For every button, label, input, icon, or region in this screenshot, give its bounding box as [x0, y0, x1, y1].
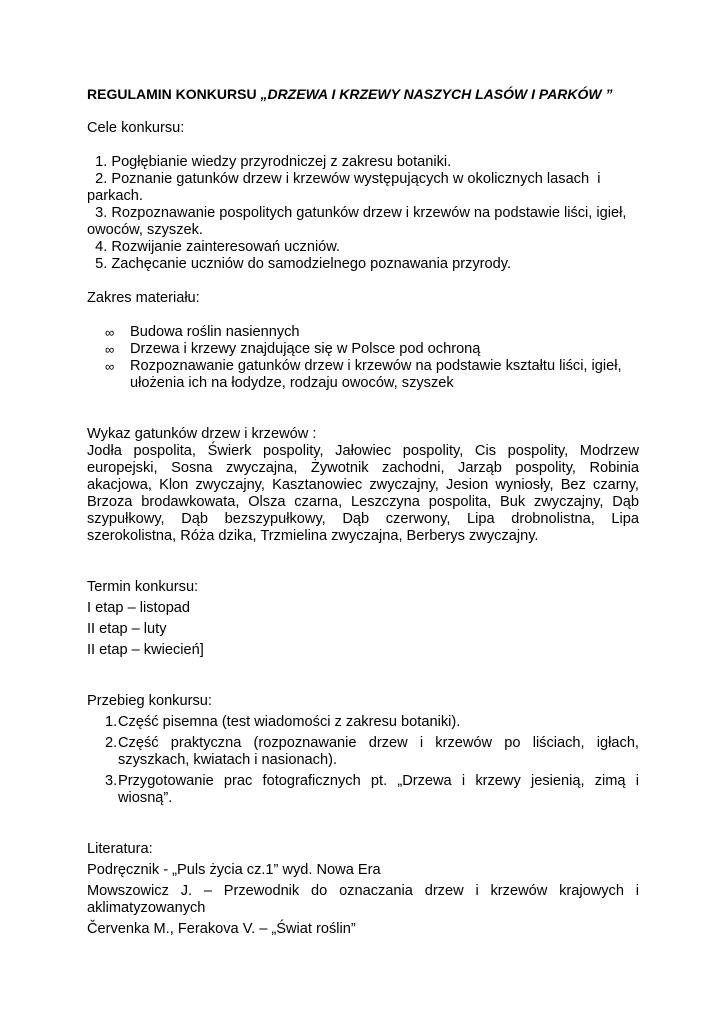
course-list — [87, 714, 639, 807]
goal-item: 1. Pogłębianie wiedzy przyrodniczej z zakresu botaniki. — [87, 154, 452, 170]
schedule-heading: Termin konkursu: — [87, 579, 199, 595]
goals-heading: Cele konkursu: — [87, 120, 185, 136]
course-item-number: 3. — [105, 773, 118, 789]
course-item-number: 2. — [105, 735, 118, 751]
literature-section — [87, 841, 639, 938]
material-item-text: Drzewa i krzewy znajdujące się w Polsce pod ochroną — [130, 341, 481, 357]
schedule-stage: II etap – kwiecień] — [87, 642, 204, 658]
material-list — [87, 324, 639, 392]
course-item — [87, 735, 639, 769]
course-item-text: Część praktyczna (rozpoznawanie drzew i krzewów po liściach, igłach, szyszkach, kwiatach i nasionach). — [118, 735, 639, 768]
goal-item: 3. Rozpoznawanie pospolitych gatunków drzew i krzewów na podstawie liści, igieł, owoców, szyszek. — [87, 205, 631, 238]
infinity-bullet-icon: ∞ — [105, 359, 115, 374]
species-list-text: Jodła pospolita, Świerk pospolity, Jałowiec pospolity, Cis pospolity, Modrzew europejski, Sosna zwyczajna, Żywotnik zachodni, Jarząb pospolity, Robinia akacjowa, Klon zwyczajny, Kasztanowiec zwyczajny, Jesion wyniosły, Bez czarny, Brzoza brodawkowata, Olsza czarna, Leszczyna pospolita, Buk zwyczajny, Dąb szypułkowy, Dąb bezszypułkowy, Dąb czerwony, Lipa drobnolistna, Lipa szerokolistna, Róża dzika, Trzmielina zwyczajna, Berberys zwyczajny. — [87, 443, 639, 544]
material-item — [87, 324, 639, 341]
material-item-text: Rozpoznawanie gatunków drzew i krzewów na podstawie kształtu liści, igieł, ułożenia ich na łodydze, rodzaju owoców, szyszek — [130, 358, 622, 391]
goals-list — [87, 154, 639, 273]
document-title — [87, 86, 639, 103]
material-item-text: Budowa roślin nasiennych — [130, 324, 300, 340]
document-page — [87, 86, 639, 942]
literature-item: Mowszowicz J. – Przewodnik do oznaczania drzew i krzewów krajowych i aklimatyzowanych — [87, 883, 639, 916]
goal-item: 4. Rozwijanie zainteresowań uczniów. — [87, 239, 341, 255]
course-item — [87, 714, 639, 731]
goal-item: 5. Zachęcanie uczniów do samodzielnego poznawania przyrody. — [87, 256, 512, 272]
course-heading: Przebieg konkursu: — [87, 693, 212, 709]
course-item-text: Część pisemna (test wiadomości z zakresu botaniki). — [118, 714, 461, 730]
course-item — [87, 773, 639, 807]
course-item-text: Przygotowanie prac fotograficznych pt. „Drzewa i krzewy jesienią, zimą i wiosną”. — [118, 773, 639, 806]
goal-item: 2. Poznanie gatunków drzew i krzewów występujących w okolicznych lasach i parkach. — [87, 171, 605, 204]
infinity-bullet-icon: ∞ — [105, 325, 115, 340]
schedule-stage: I etap – listopad — [87, 600, 191, 616]
literature-item: Červenka M., Ferakova V. – „Świat roślin” — [87, 921, 356, 937]
schedule-stage: II etap – luty — [87, 621, 167, 637]
course-item-number: 1. — [105, 714, 118, 730]
material-heading: Zakres materiału: — [87, 290, 200, 306]
infinity-bullet-icon: ∞ — [105, 342, 115, 357]
title-prefix: REGULAMIN KONKURSU — [87, 86, 261, 102]
title-contest-name: „DRZEWA I KRZEWY NASZYCH LASÓW I PARKÓW ” — [260, 86, 613, 102]
material-item — [87, 341, 639, 358]
material-item — [87, 358, 639, 392]
literature-heading: Literatura: — [87, 841, 153, 857]
literature-item: Podręcznik - „Puls życia cz.1” wyd. Nowa Era — [87, 862, 381, 878]
species-heading: Wykaz gatunków drzew i krzewów : — [87, 426, 317, 442]
